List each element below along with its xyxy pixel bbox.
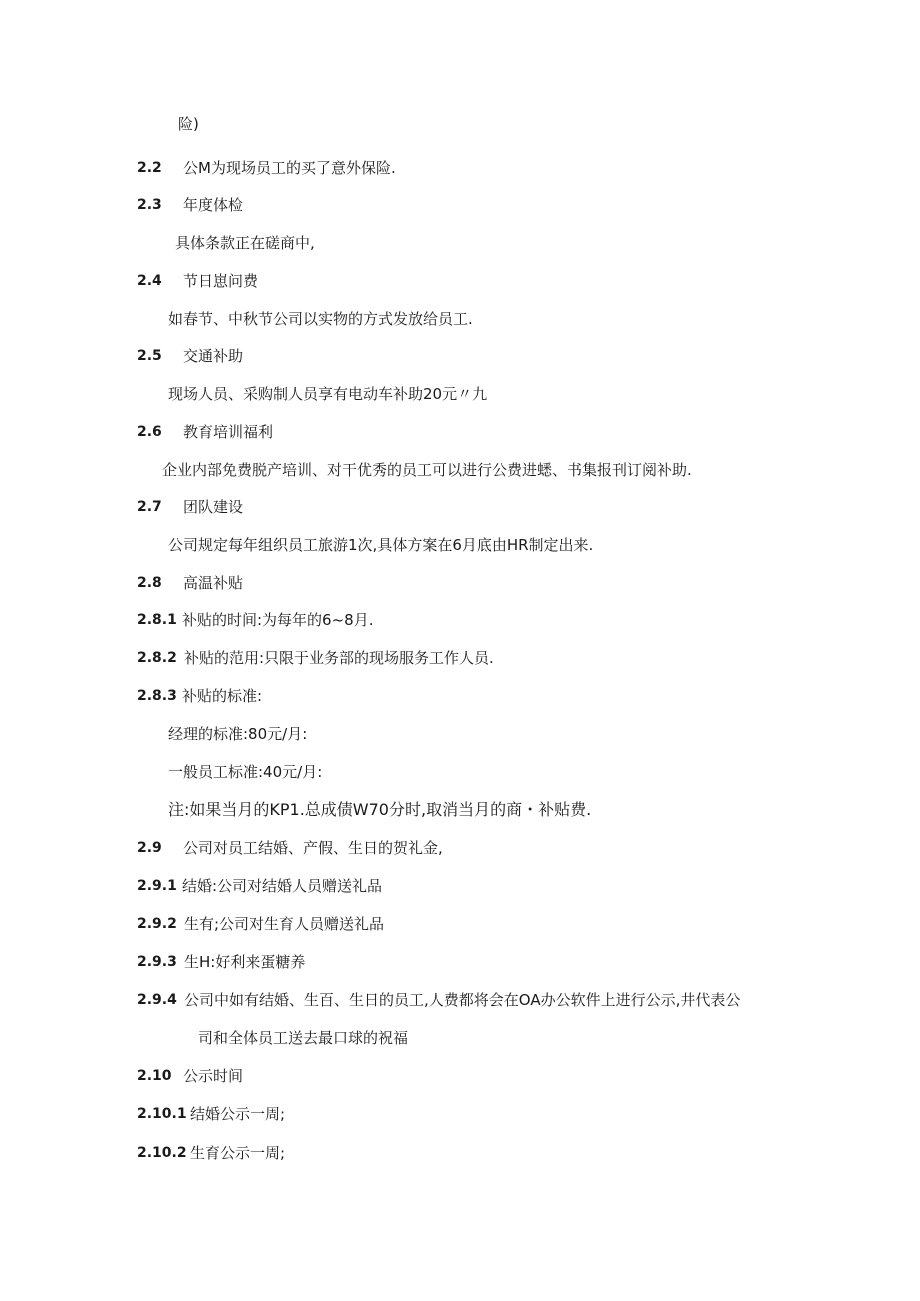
section-number: 2.9.2 — [137, 916, 177, 932]
section-heading: 公司对员工结婚、产假、生日的贺礼金, — [183, 839, 443, 857]
section-number: 2.10.1 — [137, 1106, 187, 1122]
section-number: 2.7 — [137, 499, 162, 515]
section-number: 2.9 — [137, 840, 162, 856]
line-text: 补贴的时间:为每年的6~8月. — [182, 611, 374, 629]
line-text: 补贴的标准: — [182, 687, 263, 705]
section-number: 2.10.2 — [137, 1145, 187, 1161]
section-heading: 团队建设 — [183, 498, 244, 516]
line-text: 如春节、中秋节公司以实物的方式发放给员工. — [168, 310, 473, 328]
section-heading: 教育培训福利 — [183, 423, 274, 441]
section-heading: 节日崽问费 — [183, 272, 259, 290]
section-number: 2.6 — [137, 424, 162, 440]
line-text: 现场人员、采购制人员享有电动车补助20元〃九 — [168, 385, 488, 403]
line-text: 司和全体员工送去最口球的祝福 — [198, 1029, 409, 1047]
line-text: 公司中如有结婚、生百、生日的员工,人费都将会在OA办公软件上进行公示,井代表公 — [184, 991, 741, 1009]
section-number: 2.8.2 — [137, 650, 177, 666]
section-number: 2.5 — [137, 348, 162, 364]
section-number: 2.2 — [137, 160, 162, 176]
line-text: 一般员工标准:40元/月: — [168, 763, 323, 781]
line-text: 补贴的范用:只限于业务部的现场服务工作人员. — [184, 649, 494, 667]
line-text: 具体条款正在磋商中, — [175, 234, 315, 252]
line-text: 公M为现场员工的买了意外保险. — [183, 159, 396, 177]
section-heading: 高温补贴 — [183, 574, 244, 592]
line-text: 结婚:公司对结婚人员赠送礼品 — [182, 877, 383, 895]
line-text: 结婚公示一周; — [190, 1105, 286, 1123]
line-text: 公司规定每年组织员工旅游1次,具体方案在6月底由HR制定出来. — [168, 536, 594, 554]
section-number: 2.8.3 — [137, 688, 177, 704]
line-text: 生H:好利来蛋糖养 — [184, 953, 306, 971]
section-number: 2.4 — [137, 273, 162, 289]
section-heading: 公示时间 — [183, 1067, 244, 1085]
section-number: 2.8.1 — [137, 612, 177, 628]
line-text: 生育公示一周; — [190, 1144, 286, 1162]
line-text: 险) — [178, 115, 199, 133]
section-heading: 年度体检 — [183, 196, 244, 214]
section-number: 2.9.4 — [137, 992, 177, 1008]
section-number: 2.10 — [137, 1068, 172, 1084]
line-text: 企业内部免费脱产培训、对干优秀的员工可以进行公费进蟋、书集报刊订阅补助. — [162, 461, 692, 479]
note-text: 注:如果当月的KP1.总成债W70分时,取消当月的商・补贴费. — [168, 800, 592, 819]
section-number: 2.8 — [137, 575, 162, 591]
line-text: 生有;公司对生育人员赠送礼品 — [184, 915, 385, 933]
section-number: 2.3 — [137, 197, 162, 213]
section-number: 2.9.1 — [137, 878, 177, 894]
section-number: 2.9.3 — [137, 954, 177, 970]
section-heading: 交通补助 — [183, 347, 244, 365]
line-text: 经理的标准:80元/月: — [168, 725, 308, 743]
